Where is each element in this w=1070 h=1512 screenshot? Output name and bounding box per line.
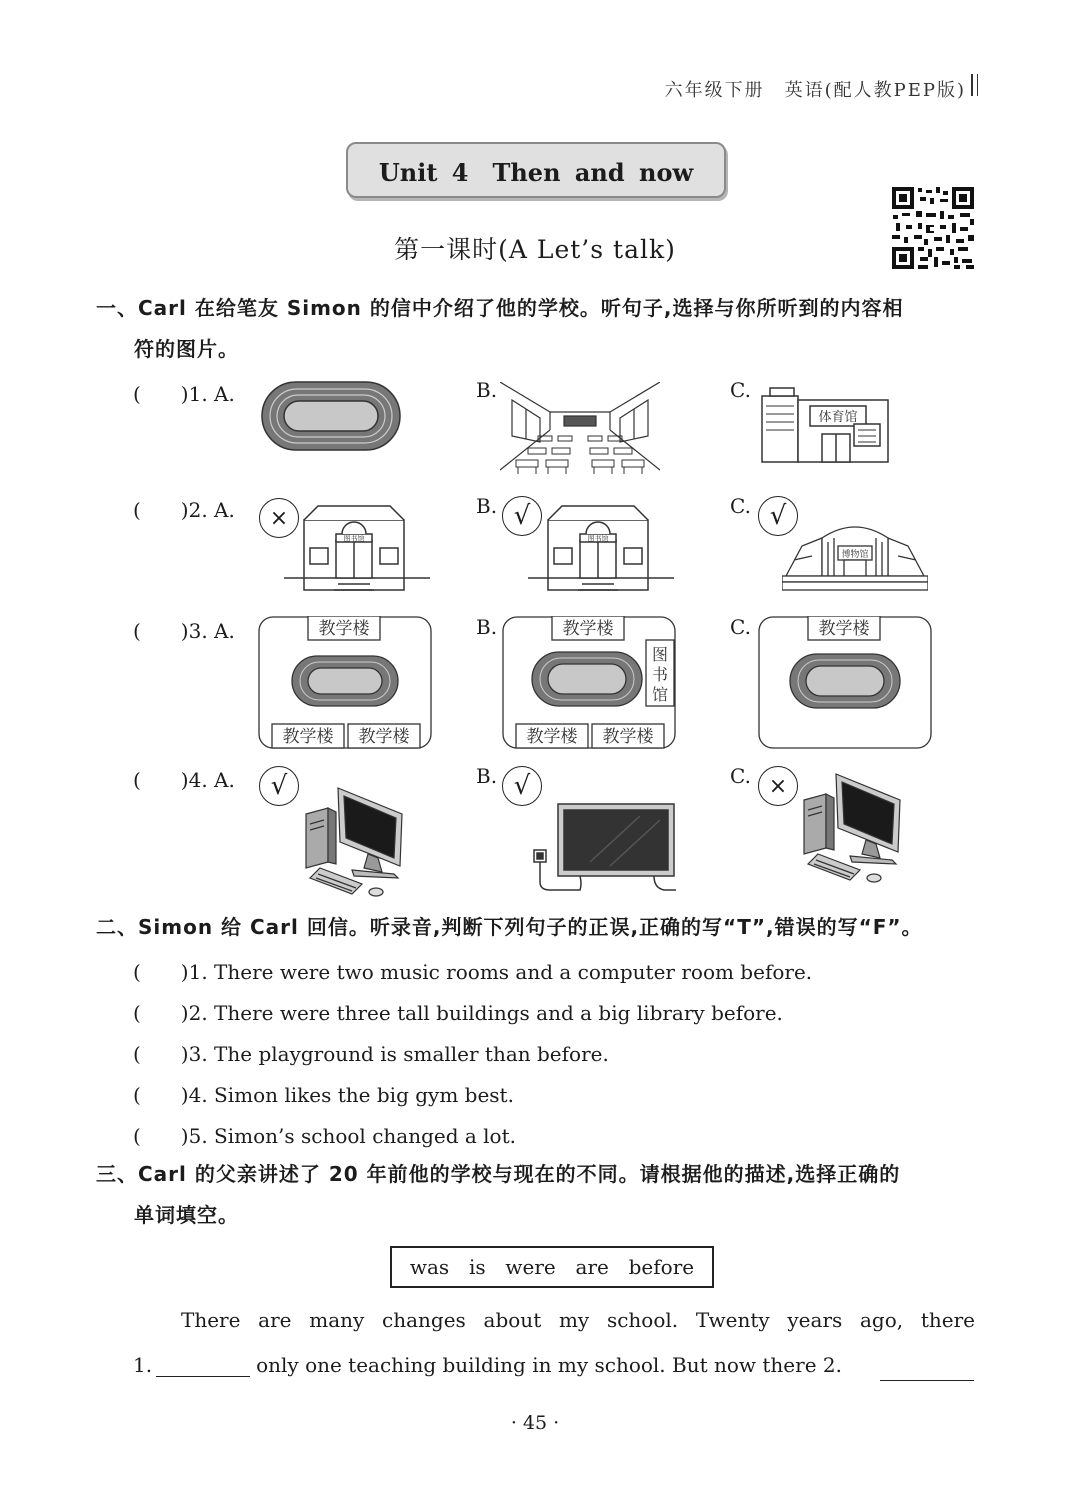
section3-title-line2: 单词填空。 (134, 1203, 239, 1227)
q4-option-c-label: C. (730, 764, 751, 788)
teaching-building-bottom-left-b: 教学楼 (526, 727, 578, 747)
q4-a-check-mark: √ (259, 766, 299, 806)
q4-c-computer-image[interactable] (800, 770, 906, 884)
teaching-building-bottom-right: 教学楼 (358, 727, 410, 747)
teaching-building-top-c: 教学楼 (818, 619, 870, 639)
tf-item-3[interactable]: ( )3. The playground is smaller than before. (133, 1042, 609, 1066)
q4-b-check-mark: √ (502, 766, 542, 806)
word-bank (390, 1246, 714, 1288)
q2-b-check-mark: √ (502, 496, 542, 536)
q1-b-classroom-image[interactable] (500, 382, 660, 474)
page-number: · 45 · (510, 1412, 560, 1434)
passage-line-2 (133, 1352, 975, 1377)
museum-sign: 博物馆 (841, 550, 869, 560)
blank-1-number: 1. (133, 1353, 153, 1377)
q2-a-cross-mark: × (259, 498, 299, 538)
q2-option-b-label: B. (476, 494, 498, 518)
q3-b-campus-map[interactable] (502, 616, 676, 750)
q3-a-campus-map[interactable] (258, 616, 432, 750)
passage-line-2-text: only one teaching building in my school. But now there 2. (256, 1353, 842, 1377)
section1-title (96, 288, 976, 370)
library-vertical-sign: 图书馆 (651, 645, 669, 704)
library-sign-b: 图书馆 (587, 535, 609, 543)
q2-label: ( )2. A. (133, 498, 235, 522)
q3-c-campus-map[interactable] (758, 616, 932, 750)
q3-option-b-label: B. (476, 615, 498, 639)
q1-label: ( )1. A. (133, 382, 235, 406)
q2-c-museum-image[interactable] (782, 516, 928, 592)
word-are: are (575, 1255, 609, 1279)
library-sign-a: 图书馆 (343, 535, 365, 543)
section1-title-line1: 一、Carl 在给笔友 Simon 的信中介绍了他的学校。听句子,选择与你所听到的内容相 (96, 296, 904, 320)
q2-option-c-label: C. (730, 494, 751, 518)
word-was: was (409, 1255, 450, 1279)
q2-c-check-mark: √ (758, 496, 798, 536)
q1-option-c-label: C. (730, 378, 751, 402)
section3-title-line1: 三、Carl 的父亲讲述了 20 年前他的学校与现在的不同。请根据他的描述,选择正确的 (96, 1162, 901, 1186)
blank-1-input[interactable] (156, 1352, 250, 1377)
blank-2-input[interactable] (880, 1356, 974, 1381)
q4-b-tv-image[interactable] (530, 800, 680, 896)
q2-a-library-image[interactable] (284, 504, 430, 596)
q3-label: ( )3. A. (133, 619, 235, 643)
q4-a-computer-image[interactable] (302, 784, 408, 898)
word-before: before (628, 1255, 695, 1279)
teaching-building-bottom-right-b: 教学楼 (602, 727, 654, 747)
qr-code[interactable] (890, 185, 976, 271)
section2-title: 二、Simon 给 Carl 回信。听录音,判断下列句子的正误,正确的写“T”,错误的写“F”。 (96, 915, 923, 939)
q4-c-cross-mark: × (758, 766, 798, 806)
q4-label: ( )4. A. (133, 768, 235, 792)
unit-title: Unit 4 Then and now (346, 142, 726, 198)
q3-option-c-label: C. (730, 615, 751, 639)
q4-option-b-label: B. (476, 764, 498, 788)
header-divider (971, 74, 978, 96)
section3-title (96, 1154, 976, 1236)
passage-line-1: There are many changes about my school. Twenty years ago, there (181, 1308, 975, 1332)
gym-sign: 体育馆 (818, 410, 858, 425)
tf-item-4[interactable]: ( )4. Simon likes the big gym best. (133, 1083, 514, 1107)
q1-option-b-label: B. (476, 378, 498, 402)
word-is: is (468, 1255, 486, 1279)
q1-c-gym-image[interactable] (760, 386, 890, 464)
tf-item-2[interactable]: ( )2. There were three tall buildings and a big library before. (133, 1001, 783, 1025)
q1-a-playground-image[interactable] (260, 380, 402, 452)
tf-item-5[interactable]: ( )5. Simon’s school changed a lot. (133, 1124, 516, 1148)
word-were: were (505, 1255, 556, 1279)
tf-item-1[interactable]: ( )1. There were two music rooms and a computer room before. (133, 960, 813, 984)
book-header: 六年级下册 英语(配人教PEP版) (664, 80, 966, 101)
teaching-building-top-b: 教学楼 (562, 619, 614, 639)
q2-b-library-image[interactable] (528, 504, 674, 596)
teaching-building-bottom-left: 教学楼 (282, 727, 334, 747)
teaching-building-top: 教学楼 (318, 619, 370, 639)
section1-title-line2: 符的图片。 (134, 337, 239, 361)
lesson-title: 第一课时(A Let’s talk) (394, 235, 676, 264)
